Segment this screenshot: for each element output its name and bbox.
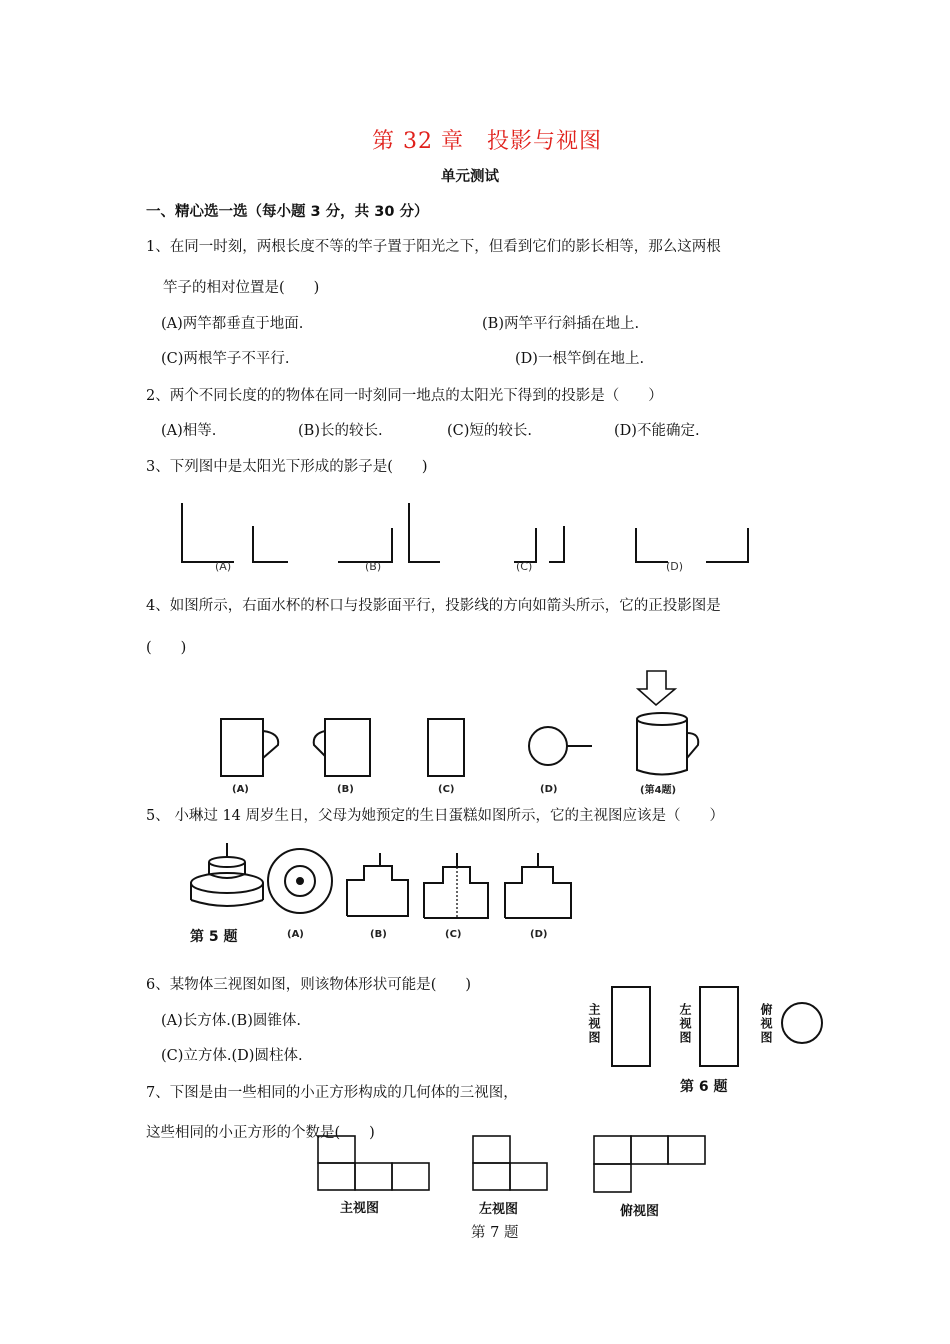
- q6-left-view-label: 左视图: [678, 1003, 692, 1045]
- q1-option-a: (A)两竿都垂直于地面.: [161, 316, 304, 332]
- q1-option-c: (C)两根竿子不平行.: [161, 351, 290, 367]
- q2-option-b: (B)长的较长.: [298, 423, 383, 439]
- q6-options-line1: (A)长方体.(B)圆锥体.: [161, 1013, 301, 1029]
- q7-top-view-label: 俯视图: [620, 1204, 660, 1219]
- q6-stem: 6、某物体三视图如图，则该物体形状可能是( ): [146, 977, 472, 993]
- q7-left-view-label: 左视图: [479, 1202, 519, 1217]
- q5-label-c: (C): [445, 929, 462, 940]
- q3-label-c: (C): [516, 560, 533, 573]
- q4-label-b: (B): [337, 784, 354, 795]
- q3-label-a: (A): [215, 560, 232, 573]
- q1-option-b: (B)两竿平行斜插在地上.: [482, 316, 640, 332]
- page-subtitle: 单元测试: [441, 169, 499, 185]
- q2-stem: 2、两个不同长度的的物体在同一时刻同一地点的太阳光下得到的投影是（ ）: [146, 388, 663, 404]
- q1-stem-line1: 1、在同一时刻，两根长度不等的竿子置于阳光之下，但看到它们的影长相等，那么这两根: [146, 239, 721, 255]
- q5-label-a: (A): [287, 929, 304, 940]
- q6-top-view-label: 俯视图: [759, 1003, 773, 1045]
- q6-front-view-label: 主视图: [587, 1003, 601, 1045]
- q5-label-b: (B): [370, 929, 387, 940]
- q3-stem: 3、下列图中是太阳光下形成的影子是( ): [146, 459, 428, 475]
- q4-label-d: (D): [540, 784, 558, 795]
- page-title: 第 32 章 投影与视图: [372, 129, 602, 154]
- q7-front-view-label: 主视图: [340, 1201, 380, 1216]
- q5-stem: 5、 小琳过 14 周岁生日，父母为她预定的生日蛋糕如图所示，它的主视图应该是（ ）: [146, 808, 724, 824]
- q4-fig-label: (第4题): [640, 785, 677, 796]
- q4-label-a: (A): [232, 784, 249, 795]
- q6-fig-label: 第 6 题: [680, 1079, 728, 1095]
- q3-label-b: (B): [365, 560, 382, 573]
- q7-fig-label: 第 7 题: [471, 1225, 519, 1241]
- q7-stem-line1: 7、下图是由一些相同的小正方形构成的几何体的三视图，: [146, 1085, 518, 1101]
- section-heading: 一、精心选一选（每小题 3 分，共 30 分）: [146, 204, 429, 220]
- q2-option-d: (D)不能确定.: [614, 423, 700, 439]
- q3-label-d: (D): [666, 560, 684, 573]
- q1-option-d: (D)一根竿倒在地上.: [515, 351, 645, 367]
- q5-fig-label: 第 5 题: [190, 929, 238, 945]
- q2-option-a: (A)相等.: [161, 423, 217, 439]
- q5-label-d: (D): [530, 929, 548, 940]
- q7-stem-line2: 这些相同的小正方形的个数是( ): [146, 1125, 375, 1141]
- q1-stem-line2: 竿子的相对位置是( ): [163, 280, 320, 296]
- q4-label-c: (C): [438, 784, 455, 795]
- q6-options-line2: (C)立方体.(D)圆柱体.: [161, 1048, 303, 1064]
- q4-stem-line1: 4、如图所示，右面水杯的杯口与投影面平行，投影线的方向如箭头所示，它的正投影图是: [146, 598, 721, 614]
- q4-stem-line2: ( ): [146, 640, 187, 656]
- q2-option-c: (C)短的较长.: [447, 423, 533, 439]
